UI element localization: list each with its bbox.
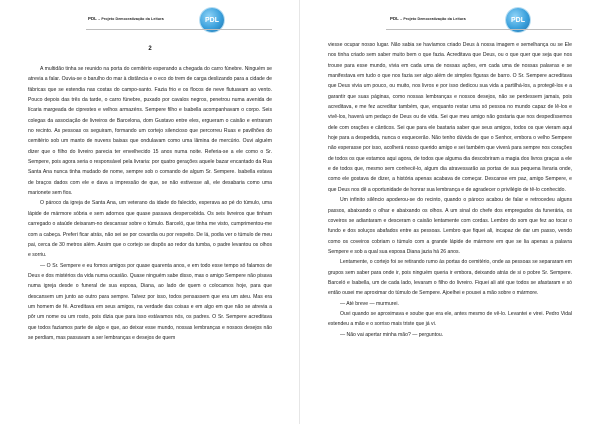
right-page-body xyxy=(328,40,572,340)
left-header-subtitle: – Projeto Democratização da Leitura xyxy=(98,17,164,21)
left-header-rule xyxy=(86,29,272,30)
right-paragraph-2: Um infinito silêncio apoderou-se do recinto, quando o pároco acabou de falar e retrocedeu alguns passos, abaixando o olhar e abaixando os olhos. A um sinal do chefe dos empregados da funerária, os coveiros se adiantaram e desceram o caixão lentamente com cordas. Lembro do som que fez ao tocar o fundo e dos soluços abafados entre as pessoas. Lembro que fiquei ali, incapaz de dar um passo, vendo como os coveiros cobriam o túmulo com a grande lápide de mármore em que se lia apenas a palavra Sempere e sob a qual sua esposa Diana jazia há 26 anos. xyxy=(328,197,572,255)
left-header-title: PDL xyxy=(88,16,97,21)
right-logo-text: PDL xyxy=(511,16,525,24)
left-logo-text: PDL xyxy=(205,16,219,24)
right-paragraph-3: Lentamente, o cortejo foi se retirando rumo às portas do cemitério, onde as pessoas se separaram em grupos sem saber para onde ir, pois ninguém queria ir embora, deixando atrás de si o pobre Sr. Sempere. Barceló e Isabella, um de cada lado, levaram o filho do livreiro. Fiquei ali até que todos se afastaram e só então ousei me aproximar do túmulo de Sempere. Ajoelhei e pousei a mão sobre o mármore. xyxy=(328,259,572,297)
right-paragraph-5: Ouvi quando se aproximava e soube que era ele, antes mesmo de vê-lo. Levantei e virei. Pedro Vidal estendeu a mão e o sorriso mais triste que já vi. xyxy=(328,310,572,328)
left-paragraph-3: — O Sr. Sempere e eu fomos amigos por quase quarenta anos, e em todo esse tempo só falamos de Deus e dos mistérios da vida numa ocasião. Quase ninguém sabe disso, mas o amigo Sempere não pisava numa igreja desde o funeral de sua esposa, Diana, ao lado de quem o colocamos hoje, para que descansem um junto ao outro para sempre. Talvez por isso, todos pensassem que era um ateu. Mas era um homem de fé. Acreditava em seus amigos, na verdade das coisas e em algo em que não se atrevia a pôr um nome ou um rosto, pois dizia que para isso estávamos nós, os padres. O Sr. Sempere acreditava que todos faziamos parte de algo e que, ao deixar esse mundo, nossas lembranças e nossos desejos não se perdiam, mas passavam a ser lembranças e desejos de quem xyxy=(28,262,272,341)
right-header-rule xyxy=(386,29,572,30)
chapter-number: 2 xyxy=(148,46,152,52)
right-paragraph-4: — Até breve — murmurei. xyxy=(340,300,399,307)
left-paragraph-1: A multidão tinha se reunido na porta do cemitério esperando a chegada do carro fúnebre. Ninguém se atrevia a falar. Ouvia-se o barulho do mar à distância e o eco do trem de carga deslizando para a cidade de fábricas que se estendia nas costas do campo-santo. Fazia frio e os flocos de neve flutuavam ao vento. Pouco depois das três da tarde, o carro fúnebre, puxado por cavalos negros, penetrou numa avenida de lícaria margeada de ciprestes e velhos armazéns. Sempere filho e Isabella acompanhavam o corpo. Seis colegas da associação de livreiros de Barcelona, dom Gustavo entre eles, ergueram o caixão e entraram no recinto. As pessoas os seguiram, formando um cortejo silencioso que percorreu Ruas e pavilhões do cemitério sob um manto de nuvens baixas que ondulavam como uma lâmina de mercúrio. Ouvi alguém dizer que o filho do livreiro parecia ter envelhecido 15 anos numa noite. Referia-se a ele como o Sr. Sempere, pois agora seria o responsável pela livraria: por quatro gerações aquele bazar encantado da Rua Santa Ana nunca tinha mudado de nome, sempre sob o comando de algum Sr. Sempere. Isabella estava de braços dados com ele e dava a impressão de que, se não estivesse ali, ele desabaria como uma marionete sem fios. xyxy=(28,66,272,197)
right-header-subtitle: – Projeto Democratização da Leitura xyxy=(400,17,466,21)
left-page-body xyxy=(28,64,272,343)
right-header-title: PDL xyxy=(390,16,399,21)
left-paragraph-2: O pároco da igreja de Santa Ana, um veterano da idade do falecido, esperava ao pé do túmulo, uma lápide de mármore sóbria e sem adornos que quase passava despercebida. Os seis livreiros que tinham carregado o ataúde deixaram-no descansar sobre o túmulo. Barceló, que tinha me visto, cumprimentou-me com a cabeça. Preferi ficar atrás, não sei se por covardia ou por respeito. De lá, podia ver o túmulo de meu pai, cerca de 30 metros além. Assim que o cortejo se dispôs ao redor da tumba, o padre levantou os olhos e sorriu. xyxy=(28,200,272,259)
right-page xyxy=(300,0,600,424)
left-page-header xyxy=(88,16,164,26)
right-paragraph-1: viesse ocupar nosso lugar. Não sabia se havíamos criado Deus à nossa imagem e semelhança ou se Ele nos tinha criado sem saber muito bem o que fazia. Acreditava que Deus, ou o que quer que seja que nos trouxe para esse mundo, vivia em cada uma de nossas ações, em cada uma de nossas palavras e se manifestava em tudo o que nos fazia ser algo além de simples figuras de barro. O Sr. Sempere acreditava que Deus vivia um pouco, ou muito, nos livros e por isso dedicou sua vida a partilhá-los, a protegê-los e a garantir que suas páginas, como nossas lembranças e nossos desejos, não se perdessem jamais, pois acreditava, e me fez acreditar também, que, enquanto restar uma só pessoa no mundo capaz de lê-los e vivê-los, haverá um pedaço de Deus ou de vida. Sei que meu amigo não gostaria que nos despedíssemos dele com orações e cânticos. Sei que para ele bastaria saber que seus amigos, todos os que vieram aqui hoje para a despedida, nunca o esquecerão. Não tenho dúvida de que o Senhor, embora o velho Sempere não esperasse por isso, acolherá nosso querido amigo e sei também que viverá para sempre nos corações de todos os que estamos aqui agora, de todos que alguma dia descobriram a magia dos livros graças a ele e de todos que, mesmo sem conhecê-lo, algum dia atravessarão as portas de sua pequena livraria onde, como ele gostava de dizer, a história apenas acabava de começar. Descanse em paz, amigo Sempere, e que Deus nos dê a oportunidade de honrar sua lembrança e de agradecer o privilégio de tê-lo conhecido. xyxy=(328,42,572,193)
right-paragraph-6: — Não vai apertar minha mão? — perguntou. xyxy=(340,331,444,338)
right-page-header xyxy=(390,16,466,26)
